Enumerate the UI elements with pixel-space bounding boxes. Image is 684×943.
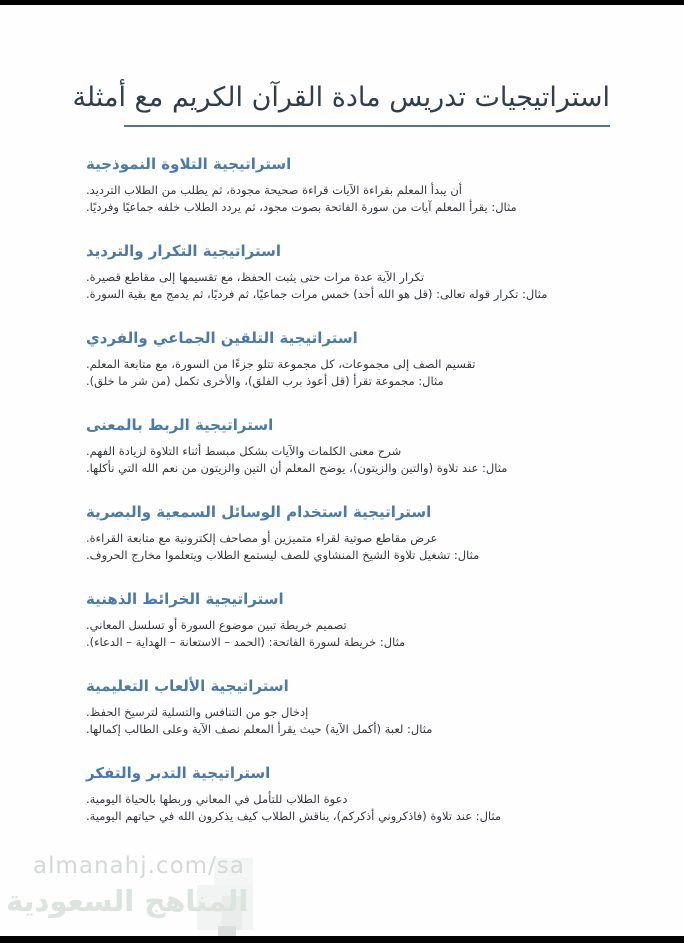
section-model-recitation [86, 154, 610, 216]
section-example: مثال: تشغيل تلاوة الشيخ المنشاوي للصف ليستمع الطلاب ويتعلموا مخارج الحروف. [86, 547, 480, 562]
section-repetition [86, 241, 610, 303]
section-description: إدخال جو من التنافس والتسلية لترسيخ الحفظ. [86, 704, 309, 719]
almanahj-logo: المناهج السعودية [6, 884, 249, 918]
section-mind-maps [86, 589, 610, 651]
section-description: أن يبدأ المعلم بقراءة الآيات قراءة صحيحة مجودة، ثم يطلب من الطلاب الترديد. [86, 182, 462, 197]
section-example: مثال: لعبة (أكمل الآية) حيث يقرأ المعلم نصف الآية وعلى الطالب إكمالها. [86, 721, 433, 736]
section-heading: استراتيجية الخرائط الذهنية [86, 589, 284, 608]
section-description: عرض مقاطع صوتية لقراء متميزين أو مصاحف إلكترونية مع متابعة القراءة. [86, 530, 438, 545]
section-audio-visual-aids [86, 502, 610, 564]
section-heading: استراتيجية التلقين الجماعي والفردي [86, 328, 358, 347]
section-description: شرح معنى الكلمات والآيات بشكل مبسط أثناء التلاوة لزيادة الفهم. [86, 443, 402, 458]
section-example: مثال: عند تلاوة (فاذكروني أذكركم)، يناقش الطلاب كيف يذكرون الله في حياتهم اليومية. [86, 808, 502, 823]
section-example: مثال: يقرأ المعلم آيات من سورة الفاتحة بصوت مجود، ثم يردد الطلاب خلفه جماعيًا وفرديًا. [86, 199, 517, 214]
section-heading: استراتيجية التكرار والترديد [86, 241, 281, 260]
scan-artifact-bottom-bar [0, 936, 684, 943]
section-example: مثال: خريطة لسورة الفاتحة: (الحمد – الاستعانة – الهداية – الدعاء). [86, 634, 406, 649]
section-example: مثال: عند تلاوة (والتين والزيتون)، يوضح المعلم أن التين والزيتون من نعم الله التي نأكلها. [86, 460, 508, 475]
section-description: تقسيم الصف إلى مجموعات، كل مجموعة تتلو جزءًا من السورة، مع متابعة المعلم. [86, 356, 476, 371]
section-example: مثال: تكرار قوله تعالى: (قل هو الله أحد) خمس مرات جماعيًا، ثم فرديًا، ثم يدمج مع بقية السورة. [86, 286, 548, 301]
section-description: تصميم خريطة تبين موضوع السورة أو تسلسل المعاني. [86, 617, 347, 632]
watermark-url: almanahj.com/sa [33, 853, 245, 879]
section-reflection [86, 763, 610, 825]
section-description: دعوة الطلاب للتأمل في المعاني وربطها بالحياة اليومية. [86, 791, 348, 806]
section-heading: استراتيجية التلاوة النموذجية [86, 154, 292, 173]
section-heading: استراتيجية الألعاب التعليمية [86, 676, 289, 695]
document-content [72, 0, 610, 825]
section-heading: استراتيجية الربط بالمعنى [86, 415, 274, 434]
section-group-individual-instruction [86, 328, 610, 390]
section-meaning-linking [86, 415, 610, 477]
scan-artifact-block [218, 926, 236, 936]
section-description: تكرار الآية عدة مرات حتى يثبت الحفظ، مع تقسيمها إلى مقاطع قصيرة. [86, 269, 425, 284]
section-heading: استراتيجية استخدام الوسائل السمعية والبصرية [86, 502, 432, 521]
section-example: مثال: مجموعة تقرأ (قل أعوذ برب الفلق)، والأخرى تكمل (من شر ما خلق). [86, 373, 444, 388]
section-educational-games [86, 676, 610, 738]
section-heading: استراتيجية التدبر والتفكر [86, 763, 271, 782]
page-title: استراتيجيات تدريس مادة القرآن الكريم مع أمثلة [124, 79, 610, 127]
